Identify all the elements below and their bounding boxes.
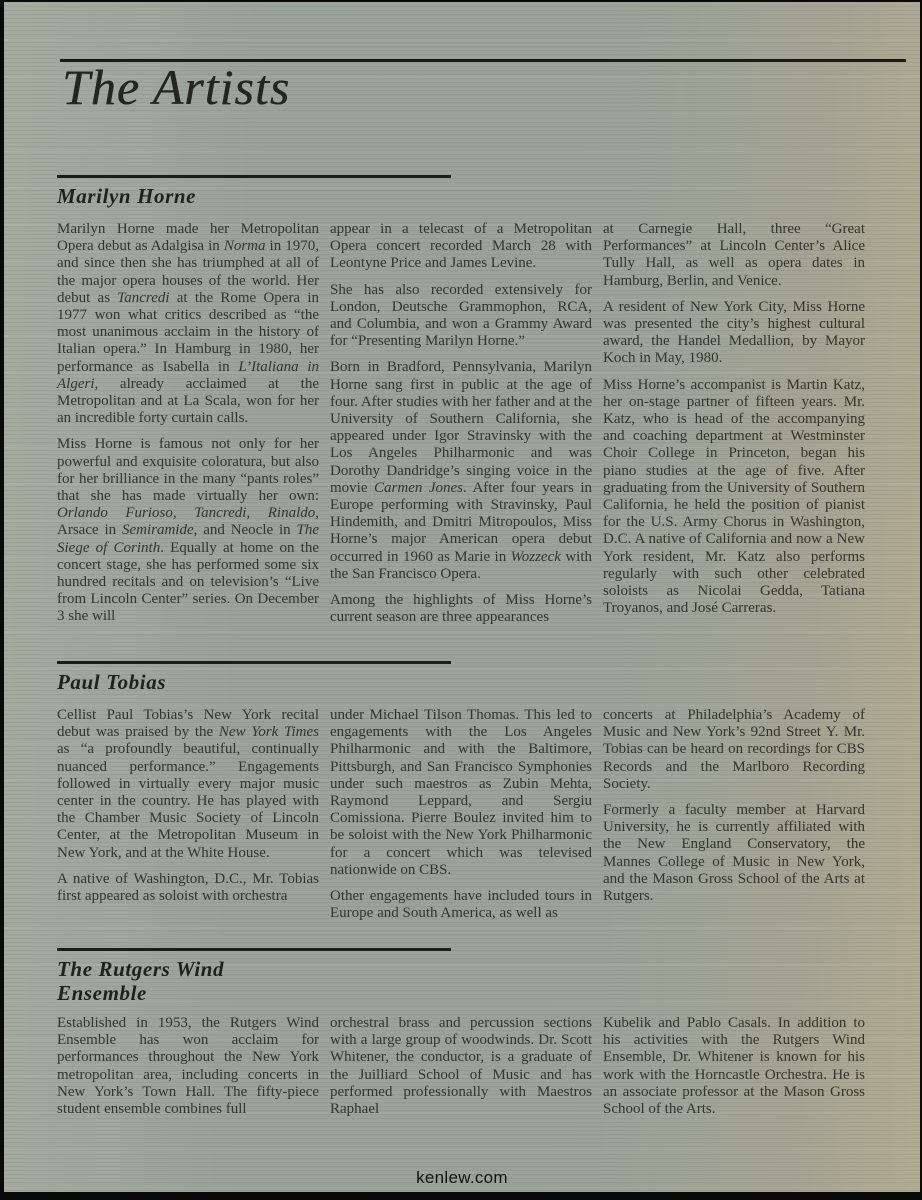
text-column-2 xyxy=(330,221,592,626)
paragraph: under Michael Tilson Thomas. This led to engagements with the Los Angeles Philharmonic and with the Baltimore, Pittsburgh, and San Francisco Symphonies under such maestros as Zubin Mehta, Raymond Leppard, and Sergiu Comissiona. Pierre Boulez invited him to be soloist with the New York Philharmonic for a concert which was televised nationwide on CBS. xyxy=(330,707,592,878)
section-columns xyxy=(57,221,865,626)
scanned-program-page xyxy=(4,2,920,1192)
section-heading-marilyn-horne: Marilyn Horne xyxy=(57,184,197,208)
text-column-3 xyxy=(603,707,865,922)
text-column-1 xyxy=(57,1015,319,1118)
paragraph: Among the highlights of Miss Horne’s current season are three appearances xyxy=(330,592,592,626)
section-marilyn-horne xyxy=(57,175,865,626)
page-title: The Artists xyxy=(62,59,291,115)
text-column-1 xyxy=(57,221,319,626)
paragraph: Formerly a faculty member at Harvard University, he is currently affiliated with the New England Conservatory, the Mannes College of Music in New York, and the Mason Gross School of the Arts at Rutgers. xyxy=(603,802,865,905)
section-rule xyxy=(57,661,451,664)
watermark: kenlew.com xyxy=(416,1168,508,1187)
paragraph: Cellist Paul Tobias’s New York recital debut was praised by the New York Times as “a profoundly beautiful, continually nuanced performance.” Engagements followed in virtually every major music center in the country. He has played with the Chamber Music Society of Lincoln Center, at the Metropolitan Museum in New York, and at the White House. xyxy=(57,707,320,861)
section-heading-paul-tobias: Paul Tobias xyxy=(57,670,167,694)
section-heading-rutgers-wind-ensemble: The Rutgers Wind Ensemble xyxy=(57,957,225,1005)
section-rule xyxy=(57,175,451,178)
paragraph: A native of Washington, D.C., Mr. Tobias first appeared as soloist with orchestra xyxy=(57,870,319,905)
text-column-2 xyxy=(330,1015,592,1118)
section-rule xyxy=(57,948,451,951)
paragraph: concerts at Philadelphia’s Academy of Music and New York’s 92nd Street Y. Mr. Tobias can be heard on recordings for CBS Records and the Marlboro Recording Society. xyxy=(603,707,865,792)
paragraph: Kubelik and Pablo Casals. In addition to his activities with the Rutgers Wind Ensemble, Dr. Whitener is known for his work with the Horncastle Orchestra. He is an associate professor at the Mason Gross School of the Arts. xyxy=(603,1015,865,1118)
section-paul-tobias xyxy=(57,661,865,922)
section-columns xyxy=(57,707,865,922)
paragraph: Other engagements have included tours in Europe and South America, as well as xyxy=(330,888,592,922)
text-column-3 xyxy=(603,221,865,626)
section-columns xyxy=(57,1015,865,1118)
paragraph: appear in a telecast of a Metropolitan Opera concert recorded March 28 with Leontyne Price and James Levine. xyxy=(330,221,592,272)
paragraph: Marilyn Horne made her Metropolitan Opera debut as Adalgisa in Norma in 1970, and since then she has triumphed at all of the major opera houses of the world. Her debut as Tancredi at the Rome Opera in 1977 won what critics described as “the most unanimous acclaim in the history of Italian opera.” In Hamburg in 1980, her performance as Isabella in L’Italiana in Algeri, already acclaimed at the Metropolitan and at La Scala, won for her an incredible forty curtain calls. xyxy=(57,221,320,427)
paragraph: Miss Horne is famous not only for her powerful and exquisite coloratura, but also for her brilliance in the many “pants roles” that she has made virtually her own: Orlando Furioso, Tancredi, Rinaldo, Arsace in Semiramide, and Neocle in The Siege of Corinth. Equally at home on the concert stage, she has performed some six hundred recitals and on television’s “Live from Lincoln Center” series. On December 3 she will xyxy=(57,436,319,625)
paragraph: A resident of New York City, Miss Horne was presented the city’s highest cultural award, the Handel Medallion, by Mayor Koch in May, 1980. xyxy=(603,298,865,367)
paragraph: She has also recorded extensively for London, Deutsche Grammophon, RCA, and Columbia, and won a Grammy Award for “Presenting Marilyn Horne.” xyxy=(330,281,592,350)
paragraph: at Carnegie Hall, three “Great Performances” at Lincoln Center’s Alice Tully Hall, as well as opera dates in Hamburg, Berlin, and Venice. xyxy=(603,221,865,289)
section-rutgers-wind-ensemble xyxy=(57,948,865,1118)
paragraph: orchestral brass and percussion sections with a large group of woodwinds. Dr. Scott Whitener, the conductor, is a graduate of the Juilliard School of Music and has performed professionally with Maestros Raphael xyxy=(330,1015,592,1118)
paragraph: Born in Bradford, Pennsylvania, Marilyn Horne sang first in public at the age of four. After studies with her father and at the University of Southern California, she appeared under Igor Stravinsky with the Los Angeles Philharmonic and was Dorothy Dandridge’s singing voice in the movie Carmen Jones. After four years in Europe performing with Stravinsky, Paul Hindemith, and Dmitri Mitropoulos, Miss Horne’s major American opera debut occurred in 1960 as Marie in Wozzeck with the San Francisco Opera. xyxy=(330,359,593,582)
text-column-2 xyxy=(330,707,592,922)
text-column-3 xyxy=(603,1015,865,1118)
text-column-1 xyxy=(57,707,319,922)
paragraph: Miss Horne’s accompanist is Martin Katz, her on-stage partner of fifteen years. Mr. Katz, who is head of the accompanying and coaching department at Westminster Choir College in Princeton, began his piano studies at the age of five. After graduating from the University of Southern California, he held the position of pianist for the U.S. Army Chorus in Washington, D.C. A native of California and now a New York resident, Mr. Katz also performs regularly with such other celebrated soloists as Nicolai Gedda, Tatiana Troyanos, and José Carreras. xyxy=(603,376,865,617)
paragraph: Established in 1953, the Rutgers Wind Ensemble has won acclaim for performances throughout the New York metropolitan area, including concerts in New York’s Town Hall. The fifty-piece student ensemble combines full xyxy=(57,1015,319,1118)
